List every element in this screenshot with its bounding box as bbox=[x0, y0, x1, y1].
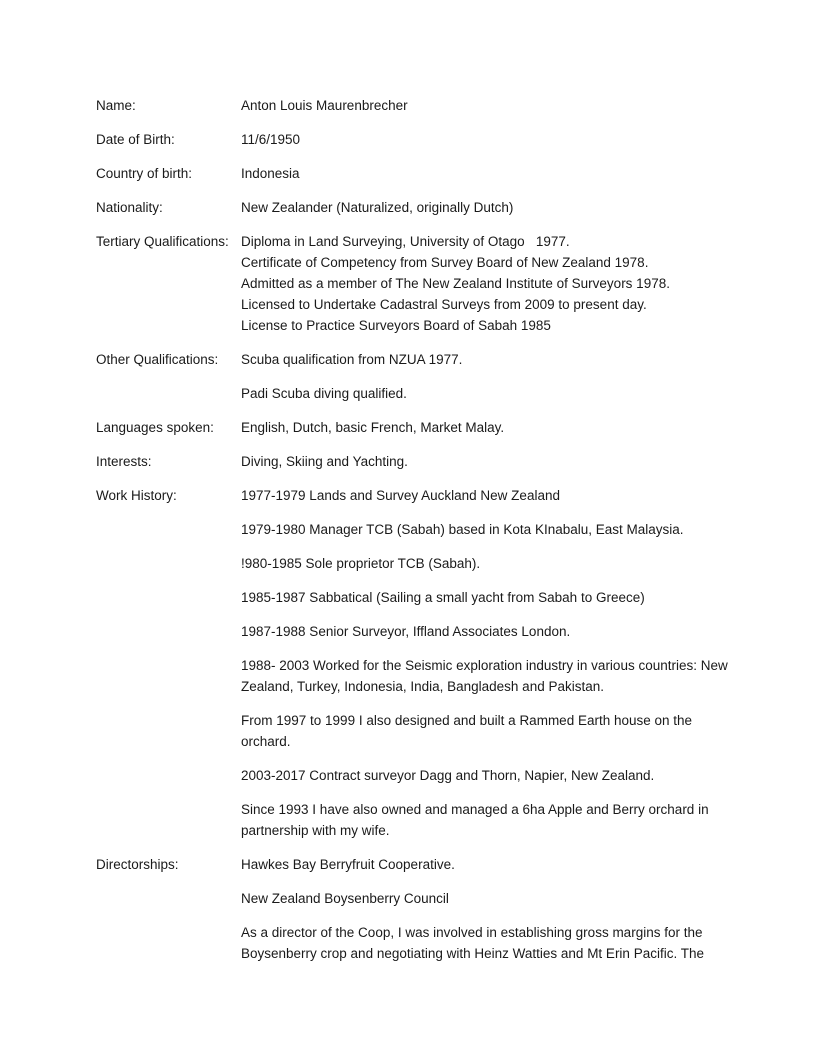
field-value: English, Dutch, basic French, Market Malay. bbox=[241, 420, 505, 435]
field-value: 11/6/1950 bbox=[241, 132, 301, 147]
qualification-paragraph: Padi Scuba diving qualified. bbox=[241, 386, 407, 401]
qualification-line: Diploma in Land Surveying, University of Otago 1977. bbox=[241, 234, 570, 249]
qualification-paragraph: Scuba qualification from NZUA 1977. bbox=[241, 352, 463, 367]
field-languages bbox=[96, 417, 736, 438]
field-work-history bbox=[96, 485, 736, 841]
field-tertiary-qualifications bbox=[96, 231, 736, 336]
cv-fields bbox=[96, 95, 736, 977]
qualification-line: Admitted as a member of The New Zealand Institute of Surveyors 1978. bbox=[241, 276, 670, 291]
field-other-qualifications bbox=[96, 349, 736, 404]
work-history-entry: 1985-1987 Sabbatical (Sailing a small yacht from Sabah to Greece) bbox=[241, 590, 645, 605]
field-country-of-birth bbox=[96, 163, 736, 184]
field-name bbox=[96, 95, 736, 116]
field-label: Other Qualifications: bbox=[96, 352, 219, 367]
work-history-entry: From 1997 to 1999 I also designed and built a Rammed Earth house on the orchard. bbox=[241, 713, 693, 749]
work-history-entry: Since 1993 I have also owned and managed a 6ha Apple and Berry orchard in partnership with my wife. bbox=[241, 802, 709, 838]
work-history-entry: 1987-1988 Senior Surveyor, Iffland Associates London. bbox=[241, 624, 571, 639]
field-label: Date of Birth: bbox=[96, 132, 175, 147]
field-label: Work History: bbox=[96, 488, 177, 503]
field-label: Nationality: bbox=[96, 200, 163, 215]
field-value: Anton Louis Maurenbrecher bbox=[241, 98, 408, 113]
qualification-line: Licensed to Undertake Cadastral Surveys from 2009 to present day. bbox=[241, 297, 647, 312]
directorship-entry: New Zealand Boysenberry Council bbox=[241, 891, 449, 906]
field-value: Indonesia bbox=[241, 166, 300, 181]
qualification-line: License to Practice Surveyors Board of Sabah 1985 bbox=[241, 318, 551, 333]
field-label: Languages spoken: bbox=[96, 420, 214, 435]
field-label: Interests: bbox=[96, 454, 152, 469]
work-history-entry: 1977-1979 Lands and Survey Auckland New Zealand bbox=[241, 488, 560, 503]
field-directorships bbox=[96, 854, 736, 964]
field-value: Diving, Skiing and Yachting. bbox=[241, 454, 408, 469]
work-history-entry: 1988- 2003 Worked for the Seismic exploration industry in various countries: New Zealand, Turkey, Indonesia, India, Bangladesh and Pakistan. bbox=[241, 658, 728, 694]
work-history-entry: !980-1985 Sole proprietor TCB (Sabah). bbox=[241, 556, 481, 571]
work-history-entry: 2003-2017 Contract surveyor Dagg and Thorn, Napier, New Zealand. bbox=[241, 768, 655, 783]
field-label: Country of birth: bbox=[96, 166, 193, 181]
qualification-line: Certificate of Competency from Survey Board of New Zealand 1978. bbox=[241, 255, 649, 270]
field-label: Name: bbox=[96, 98, 136, 113]
field-interests bbox=[96, 451, 736, 472]
directorship-entry: As a director of the Coop, I was involved in establishing gross margins for the Boysenberry crop and negotiating with Heinz Watties and Mt Erin Pacific. The bbox=[241, 925, 704, 961]
work-history-entry: 1979-1980 Manager TCB (Sabah) based in Kota KInabalu, East Malaysia. bbox=[241, 522, 684, 537]
directorship-entry: Hawkes Bay Berryfruit Cooperative. bbox=[241, 857, 455, 872]
field-date-of-birth bbox=[96, 129, 736, 150]
field-label: Tertiary Qualifications: bbox=[96, 234, 229, 249]
field-label: Directorships: bbox=[96, 857, 179, 872]
field-value: New Zealander (Naturalized, originally Dutch) bbox=[241, 200, 514, 215]
field-nationality bbox=[96, 197, 736, 218]
